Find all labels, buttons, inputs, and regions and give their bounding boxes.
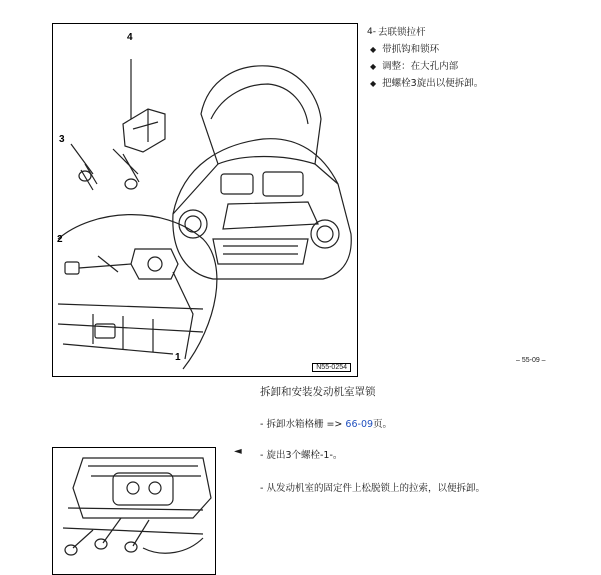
callout-4: 4 xyxy=(127,32,133,43)
step-release-cable: - 从发动机室的固定件上松脱锁上的拉索，以便拆卸。 xyxy=(260,483,485,494)
lock-bolts-drawing xyxy=(53,448,215,574)
callout-2: 2 xyxy=(57,234,63,245)
section-title: 拆卸和安装发动机室罩锁 xyxy=(260,386,376,398)
arrow-left-icon: ◄ xyxy=(234,446,242,457)
note-heading xyxy=(367,24,483,41)
list-item xyxy=(370,58,483,75)
list-item xyxy=(370,75,483,92)
page-number: – 55-09 – xyxy=(516,357,546,364)
step-text-suffix: 页。 xyxy=(373,419,393,430)
figure-code: N55-0254 xyxy=(312,363,351,372)
diamond-bullet-icon: ◆ xyxy=(370,45,377,54)
note-list xyxy=(367,41,483,92)
list-item-text: 调整：在大孔内部 xyxy=(382,61,459,72)
lock-bolts-illustration xyxy=(52,447,216,575)
note-title: 去联锁拉杆 xyxy=(377,27,426,38)
part-notes xyxy=(367,24,483,92)
step-text: - 拆卸水箱格栅 => xyxy=(260,419,346,430)
list-item xyxy=(370,41,483,58)
diamond-bullet-icon: ◆ xyxy=(370,79,377,88)
callout-3: 3 xyxy=(59,134,65,145)
hood-lock-illustration xyxy=(52,23,358,377)
list-item-text: 把螺栓3旋出以便拆卸。 xyxy=(382,78,484,89)
step-remove-grille xyxy=(260,416,392,430)
hood-lock-drawing xyxy=(53,24,357,376)
step-unscrew-bolts: - 旋出3个螺栓-1-。 xyxy=(260,450,343,461)
list-item-text: 带抓钩和锁环 xyxy=(382,44,440,55)
diamond-bullet-icon: ◆ xyxy=(370,62,377,71)
note-number: 4- xyxy=(367,27,376,37)
page-link[interactable]: 66-09 xyxy=(345,419,374,430)
callout-1: 1 xyxy=(175,352,181,363)
